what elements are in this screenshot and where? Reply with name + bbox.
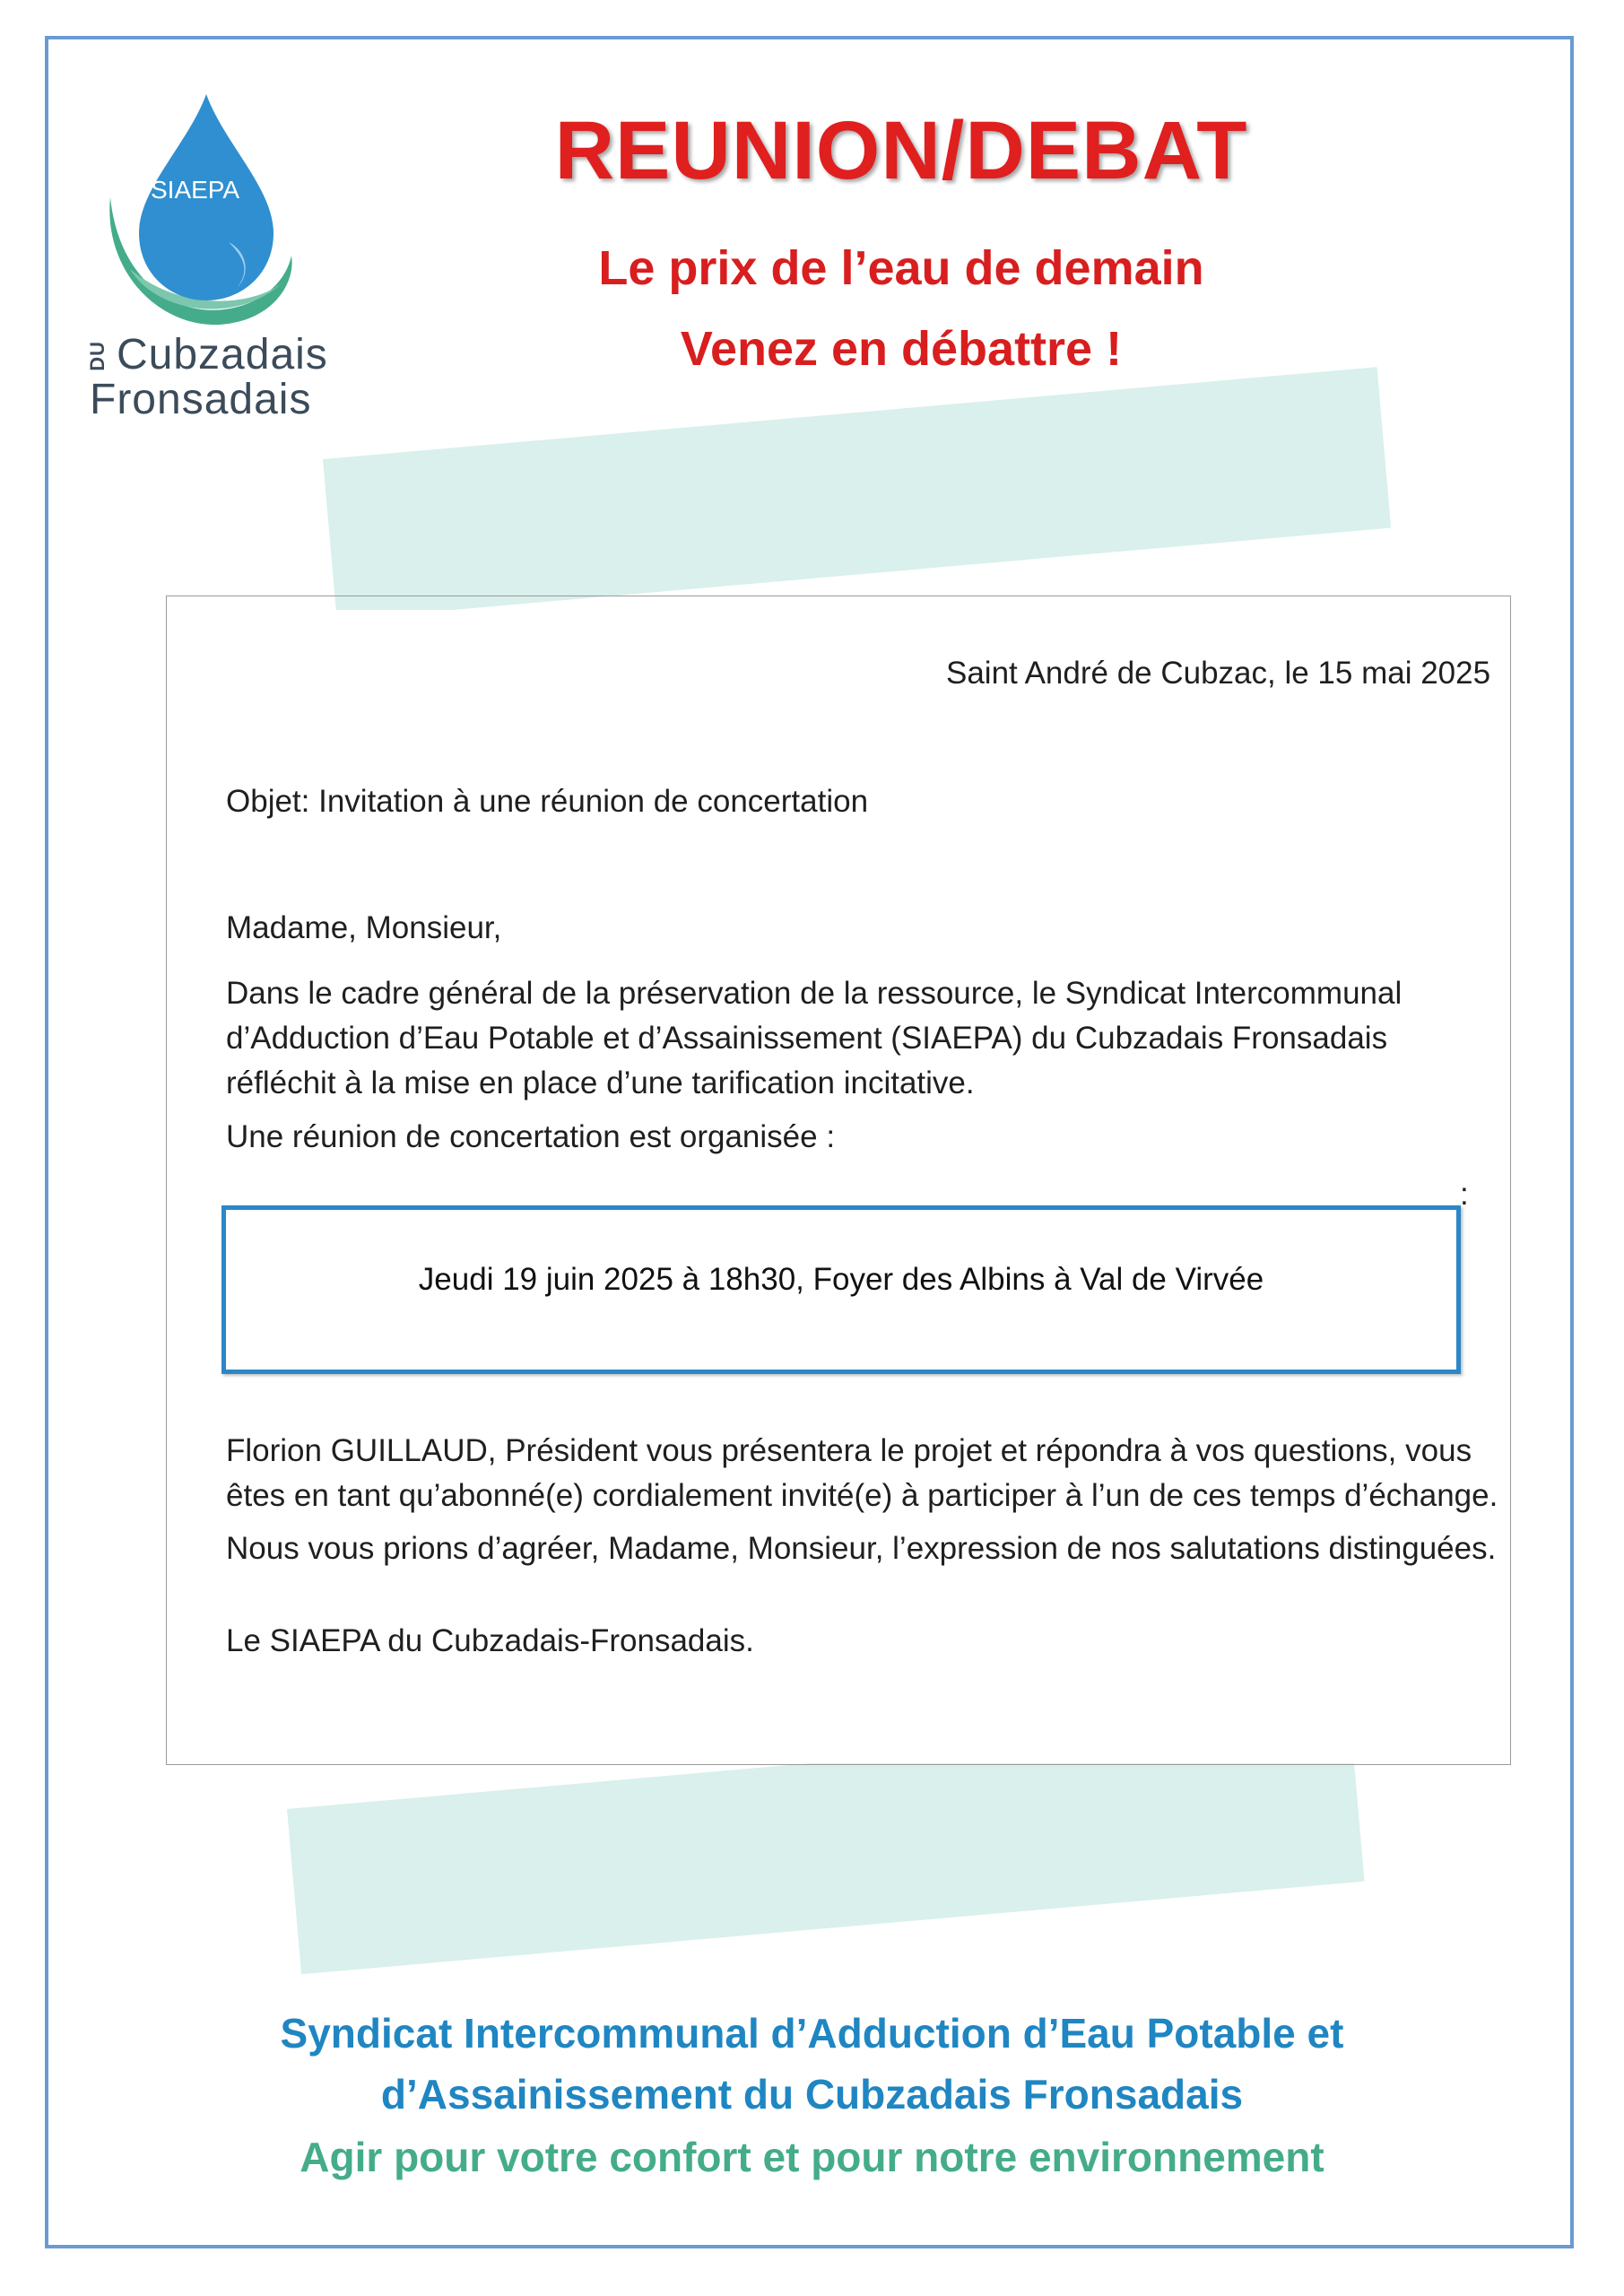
footer-line-1: Syndicat Intercommunal d’Adduction d’Eau Potable et xyxy=(280,2010,1344,2057)
letter-paragraph-2: Une réunion de concertation est organisée : xyxy=(226,1119,836,1154)
page-title: REUNION/DEBAT xyxy=(554,105,1248,196)
letter-card xyxy=(166,596,1511,1765)
stray-colon: : xyxy=(1460,1177,1469,1212)
event-details: Jeudi 19 juin 2025 à 18h30, Foyer des Albins à Val de Virvée xyxy=(418,1262,1264,1297)
letter-paragraph-1: Dans le cadre général de la préservation de la ressource, le Syndicat Intercommunal d’Adduction d’Eau Potable et d’Assainissement (SIAEPA) du Cubzadais Fronsadais réfléchit à la mise en place d’une tarification incitative. xyxy=(226,976,1403,1100)
event-box xyxy=(221,1205,1461,1374)
letter-salutation: Madame, Monsieur, xyxy=(226,910,502,945)
logo-prefix: DU xyxy=(86,341,109,371)
letter-paragraph-4: Nous vous prions d’agréer, Madame, Monsieur, l’expression de nos salutations distinguées. xyxy=(226,1531,1497,1566)
letter-signature: Le SIAEPA du Cubzadais-Fronsadais. xyxy=(226,1623,754,1658)
letter-paragraph-3: Florion GUILLAUD, Président vous présentera le projet et répondra à vos questions, vous êtes en tant qu’abonné(e) cordialement invité(e) à participer à l’un de ces temps d’échange. xyxy=(226,1433,1498,1513)
subtitle-price: Le prix de l’eau de demain xyxy=(598,241,1204,295)
footer-slogan: Agir pour votre confort et pour notre environnement xyxy=(300,2134,1324,2180)
footer-line-2: d’Assainissement du Cubzadais Fronsadais xyxy=(380,2071,1244,2118)
subtitle-debate: Venez en débattre ! xyxy=(680,322,1123,376)
logo-name-line-2: Fronsadais xyxy=(90,376,312,423)
letter-subject: Objet: Invitation à une réunion de concertation xyxy=(226,784,869,819)
logo-name-line-1: Cubzadais xyxy=(117,331,328,378)
logo-badge-text: SIAEPA xyxy=(151,176,240,204)
letter-date: Saint André de Cubzac, le 15 mai 2025 xyxy=(946,656,1491,691)
